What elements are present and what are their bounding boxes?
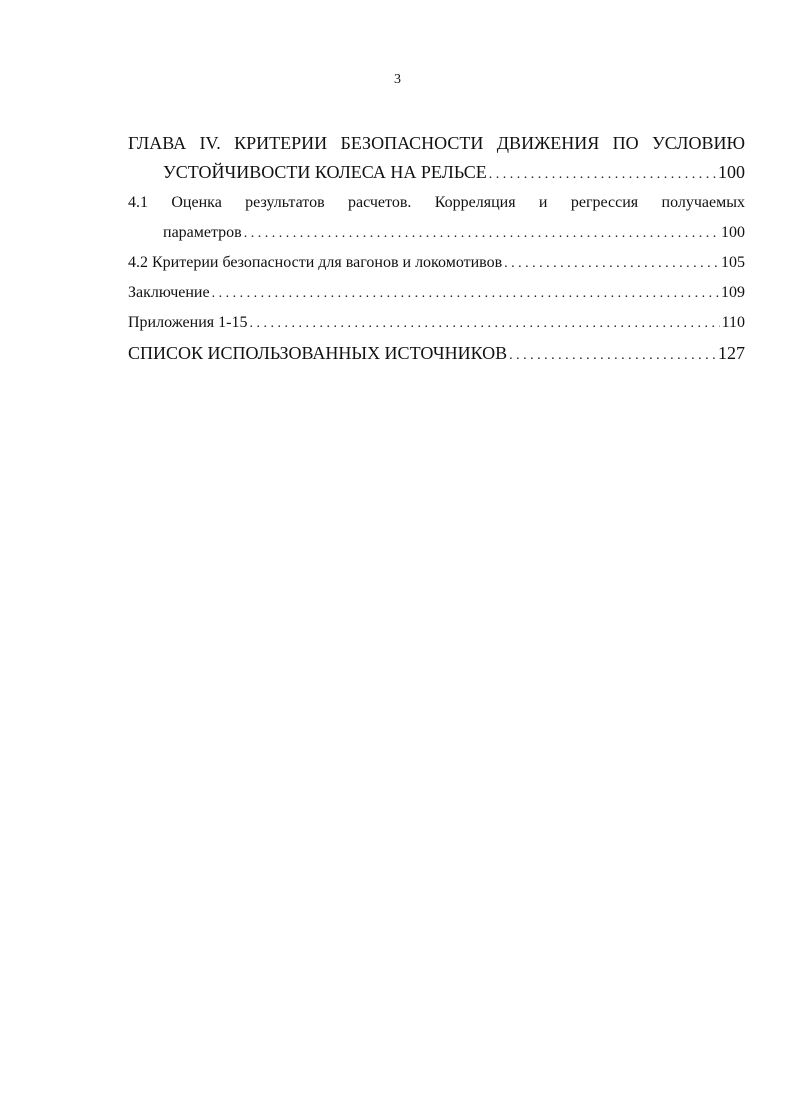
toc-references-page: 127 bbox=[718, 343, 745, 363]
toc-section41-page: 100 bbox=[721, 224, 745, 241]
toc-section42-title: 4.2 Критерии безопасности для вагонов и локомотивов bbox=[128, 254, 503, 271]
toc-appendices-title: Приложения 1-15 bbox=[128, 314, 248, 331]
toc-section41-entry[interactable] bbox=[128, 218, 745, 248]
toc-conclusion-entry[interactable] bbox=[128, 278, 745, 308]
toc-chapter4-entry[interactable] bbox=[128, 158, 745, 186]
toc-chapter4-title-cont: УСТОЙЧИВОСТИ КОЛЕСА НА РЕЛЬСЕ bbox=[163, 162, 487, 182]
toc-section41-title-cont: параметров bbox=[163, 224, 242, 241]
dot-leader bbox=[504, 249, 719, 279]
toc-section42-page: 105 bbox=[721, 254, 745, 271]
dot-leader bbox=[489, 161, 716, 189]
toc-appendices-page: 110 bbox=[721, 314, 745, 331]
toc-references-entry[interactable] bbox=[128, 338, 745, 368]
toc-section42-entry[interactable] bbox=[128, 248, 745, 278]
dot-leader bbox=[509, 341, 716, 371]
toc-conclusion-page: 109 bbox=[721, 284, 745, 301]
toc-references-title: СПИСОК ИСПОЛЬЗОВАННЫХ ИСТОЧНИКОВ bbox=[128, 343, 508, 363]
toc-conclusion-title: Заключение bbox=[128, 284, 210, 301]
page-number: 3 bbox=[394, 72, 401, 87]
toc-chapter4-page: 100 bbox=[718, 162, 745, 182]
dot-leader bbox=[244, 219, 719, 249]
dot-leader bbox=[212, 279, 719, 309]
toc-section41-title: 4.1 Оценка результатов расчетов. Корреляция и регрессия получаемых bbox=[128, 194, 745, 211]
toc-appendices-entry[interactable] bbox=[128, 308, 745, 338]
toc-chapter4-title: ГЛАВА IV. КРИТЕРИИ БЕЗОПАСНОСТИ ДВИЖЕНИЯ ПО УСЛОВИЮ bbox=[128, 133, 745, 153]
dot-leader bbox=[249, 309, 719, 339]
table-of-contents bbox=[128, 128, 745, 368]
